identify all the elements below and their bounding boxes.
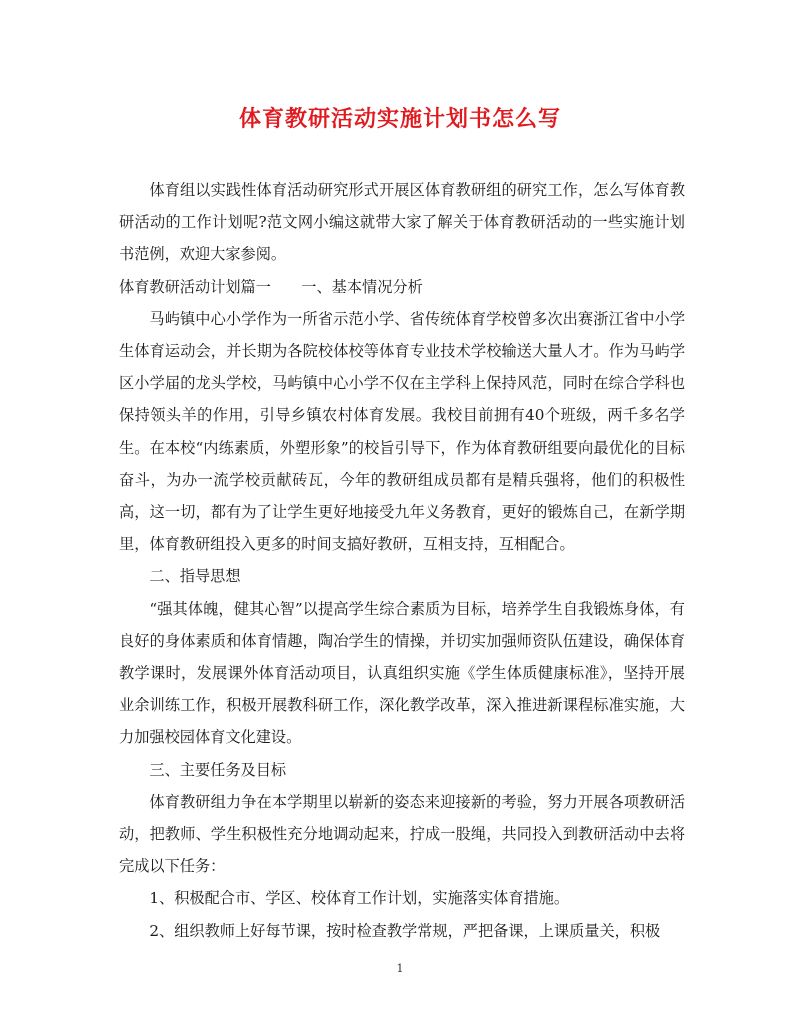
paragraph-basic-situation: 马屿镇中心小学作为一所省示范小学、省传统体育学校曾多次出赛浙江省中小学生体育运动会，并长期为各院校体校等体育专业技术学校输送大量人才。作为马屿学区小学届的龙头学校，马屿镇中心小学不仅在主学科上保持风范，同时在综合学科也保持领头羊的作用，引导乡镇农村体育发展。我校目前拥有40个班级，两千多名学生。在本校“内练素质，外塑形象”的校旨引导下，作为体育教研组要向最优化的目标奋斗，为办一流学校贡献砖瓦，今年的教研组成员都有是精兵强将，他们的积极性高，这一切，都有为了让学生更好地接受九年义务教育，更好的锻炼自己，在新学期里，体育教研组投入更多的时间支搞好教研，互相支持，互相配合。 xyxy=(119,309,685,554)
intro-paragraph: 体育组以实践性体育活动研究形式开展区体育教研组的研究工作，怎么写体育教研活动的工作计划呢?范文网小编这就带大家了解关于体育教研活动的一些实施计划书范例，欢迎大家参阅。 xyxy=(119,181,685,264)
list-item-task-1: 1、积极配合市、学区、校体育工作计划，实施落实体育措施。 xyxy=(149,889,570,908)
heading-guiding-thought: 二、指导思想 xyxy=(149,567,241,586)
heading-main-tasks: 三、主要任务及目标 xyxy=(149,760,287,779)
document-body xyxy=(119,174,685,947)
document-title: 体育教研活动实施计划书怎么写 xyxy=(238,106,561,132)
paragraph-guiding-thought: “强其体魄，健其心智”以提高学生综合素质为目标，培养学生自我锻炼身体，有良好的身体素质和体育情趣，陶冶学生的情操，并切实加强师资队伍建设，确保体育教学课时，发展课外体育活动项目，认真组织实施《学生体质健康标准》，坚持开展业余训练工作，积极开展教科研工作，深化教学改革，深入推进新课程标准实施，大力加强校园体育文化建设。 xyxy=(119,599,685,747)
paragraph-main-tasks: 体育教研组力争在本学期里以崭新的姿态来迎接新的考验，努力开展各项教研活动，把教师、学生积极性充分地调动起来，拧成一股绳，共同投入到教研活动中去将完成以下任务： xyxy=(119,792,685,876)
section-heading-line: 体育教研活动计划篇一 一、基本情况分析 xyxy=(119,277,423,296)
page-number: 1 xyxy=(396,962,404,975)
list-item-task-2: 2、组织教师上好每节课，按时检查教学常规，严把备课，上课质量关，积极 xyxy=(149,921,661,940)
